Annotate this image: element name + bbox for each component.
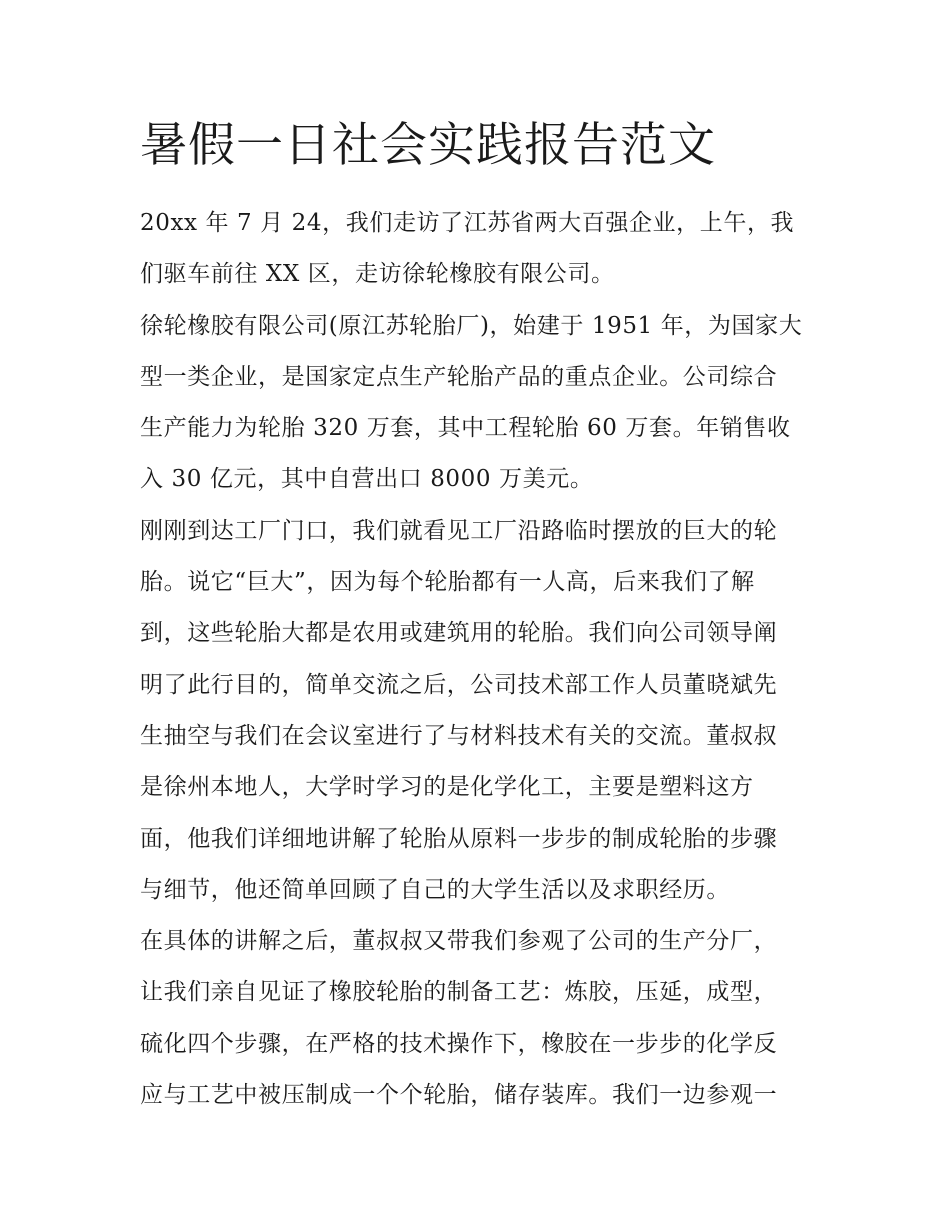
text-line: 刚刚到达工厂门口，我们就看见工厂沿路临时摆放的巨大的轮 (140, 517, 778, 544)
text-line: 们驱车前往 XX 区，走访徐轮橡胶有限公司。 (140, 261, 615, 288)
text-line: 生抽空与我们在会议室进行了与材料技术有关的交流。董叔叔 (140, 722, 778, 749)
text-line: 20xx 年 7 月 24，我们走访了江苏省两大百强企业，上午，我 (140, 210, 795, 236)
text-line: 型一类企业，是国家定点生产轮胎产品的重点企业。公司综合 (140, 363, 778, 390)
document-body (140, 198, 820, 1121)
text-line: 生产能力为轮胎 320 万套，其中工程轮胎 60 万套。年销售收 (140, 415, 791, 442)
document-title: 暑假一日社会实践报告范文 (140, 118, 716, 173)
text-line: 入 30 亿元，其中自营出口 8000 万美元。 (140, 466, 594, 493)
text-line: 让我们亲自见证了橡胶轮胎的制备工艺：炼胶，压延，成型， (140, 979, 778, 1006)
text-line: 应与工艺中被压制成一个个轮胎，储存装库。我们一边参观一 (140, 1082, 778, 1109)
text-line: 在具体的讲解之后，董叔叔又带我们参观了公司的生产分厂， (140, 928, 778, 955)
text-line: 明了此行目的，简单交流之后，公司技术部工作人员董晓斌先 (140, 671, 778, 698)
text-line: 徐轮橡胶有限公司(原江苏轮胎厂)，始建于 1951 年，为国家大 (140, 312, 803, 339)
text-line: 到，这些轮胎大都是农用或建筑用的轮胎。我们向公司领导阐 (140, 620, 778, 647)
text-line: 面，他我们详细地讲解了轮胎从原料一步步的制成轮胎的步骤 (140, 825, 778, 852)
text-line: 胎。说它“巨大”，因为每个轮胎都有一人高，后来我们了解 (140, 569, 755, 596)
text-line: 与细节，他还简单回顾了自己的大学生活以及求职经历。 (140, 876, 730, 903)
text-line: 硫化四个步骤，在严格的技术操作下，橡胶在一步步的化学反 (140, 1030, 778, 1057)
text-line: 是徐州本地人，大学时学习的是化学化工，主要是塑料这方 (140, 774, 754, 801)
